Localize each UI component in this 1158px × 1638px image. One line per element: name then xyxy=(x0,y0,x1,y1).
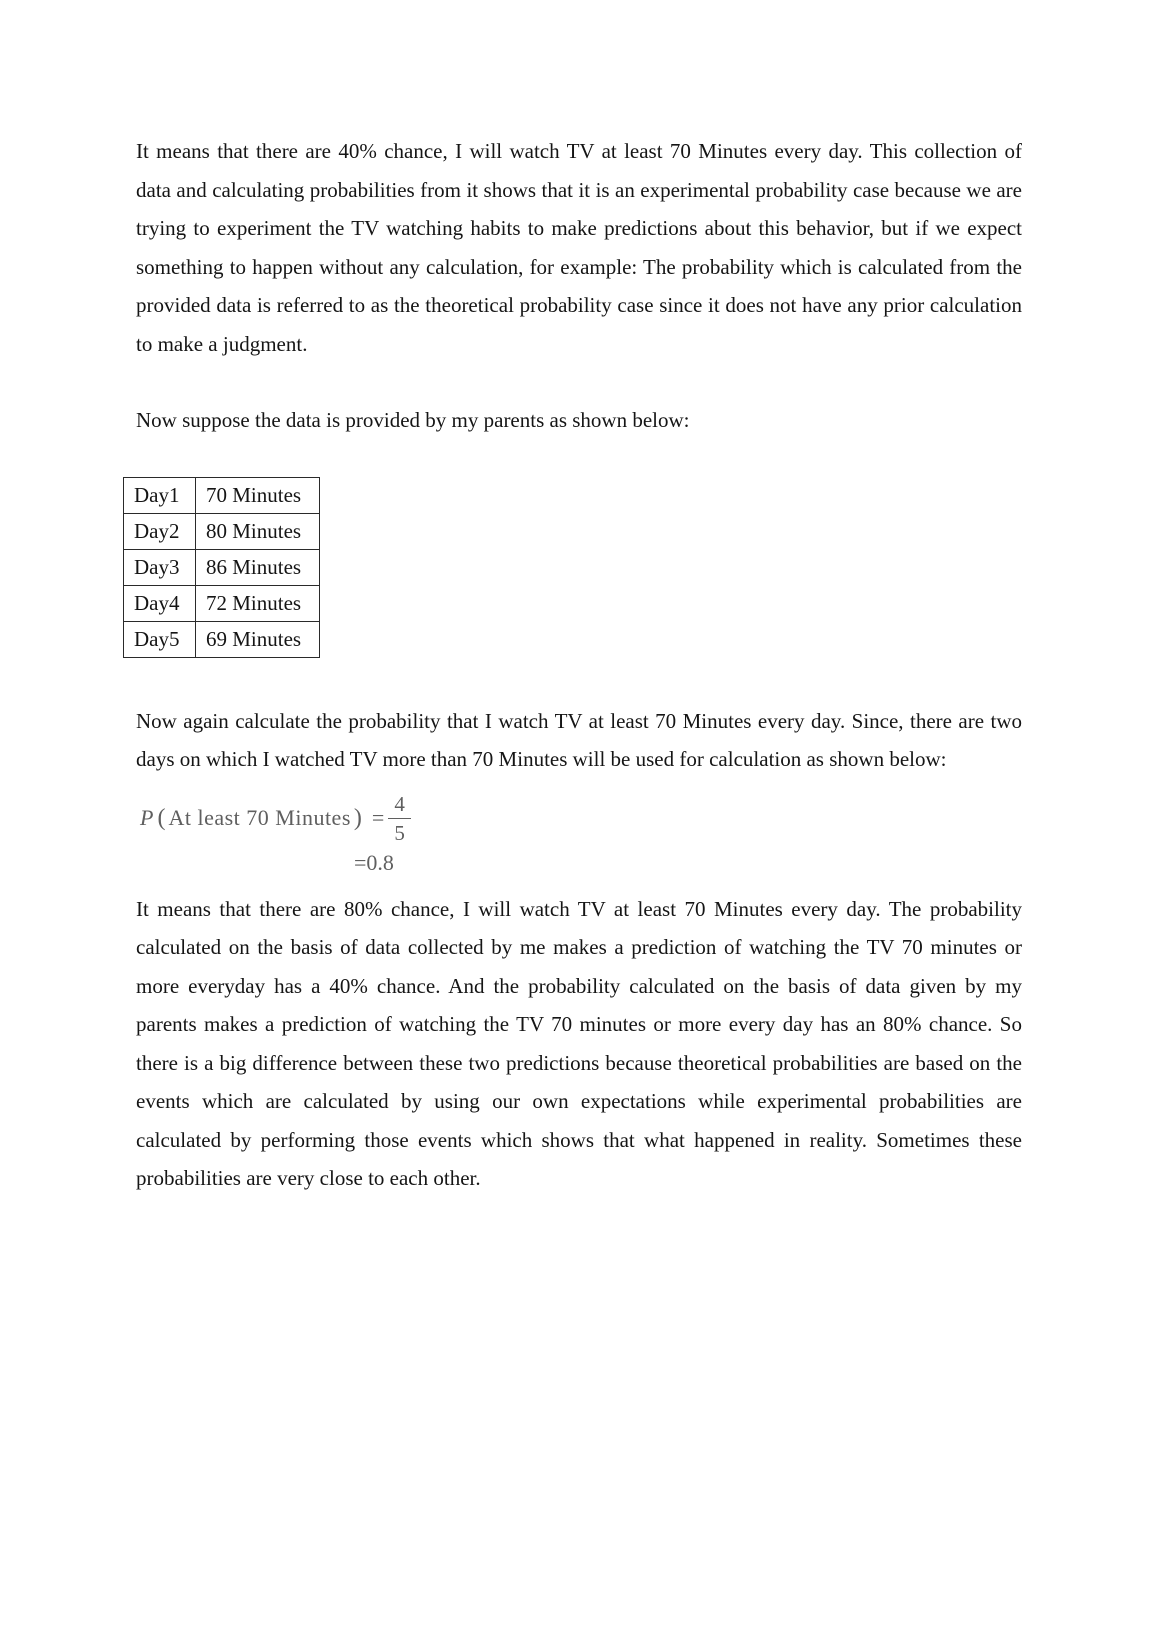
day-cell: Day2 xyxy=(124,513,196,549)
paragraph-experimental-probability: It means that there are 40% chance, I will watch TV at least 70 Minutes every day. This collection of data and calculating probabilities from it shows that it is an experimental probability case because we are trying to experiment the TV watching habits to make predictions about this behavior, but if we expect something to happen without any calculation, for example: The probability which is calculated from the provided data is referred to as the theoretical probability case since it does not have any prior calculation to make a judgment. xyxy=(136,139,1022,356)
fraction-denominator: 5 xyxy=(394,820,405,845)
day-cell: Day5 xyxy=(124,621,196,657)
formula-result: =0.8 xyxy=(354,849,394,875)
table-row xyxy=(124,513,320,549)
table-row xyxy=(124,585,320,621)
paragraph-conclusion: It means that there are 80% chance, I will watch TV at least 70 Minutes every day. The probability calculated on the basis of data collected by me makes a prediction of watching the TV 70 minutes or more everyday has a 40% chance. And the probability calculated on the basis of data given by my parents makes a prediction of watching the TV 70 minutes or more every day has an 80% chance. So there is a big difference between these two predictions because theoretical probabilities are based on the events which are calculated by using our own expectations while experimental probabilities are calculated by performing those events which shows that what happened in reality. Sometimes these probabilities are very close to each other. xyxy=(136,896,1022,1190)
formula-argument: At least 70 Minutes xyxy=(168,805,351,830)
fraction xyxy=(388,791,411,846)
table-row xyxy=(124,549,320,585)
table-row xyxy=(124,477,320,513)
fraction-numerator: 4 xyxy=(388,791,411,819)
formula-p-symbol: P xyxy=(140,805,154,830)
day-cell: Day4 xyxy=(124,585,196,621)
minutes-cell: 69 Minutes xyxy=(196,621,320,657)
formula-close-paren: ) xyxy=(353,804,362,831)
minutes-cell: 86 Minutes xyxy=(196,549,320,585)
formula-equals-sign: = xyxy=(371,805,385,830)
probability-formula xyxy=(140,791,1022,876)
table-row xyxy=(124,621,320,657)
formula-line-1 xyxy=(140,791,1022,846)
minutes-cell: 72 Minutes xyxy=(196,585,320,621)
formula-open-paren: ( xyxy=(157,804,166,831)
minutes-cell: 70 Minutes xyxy=(196,477,320,513)
minutes-cell: 80 Minutes xyxy=(196,513,320,549)
tv-minutes-table xyxy=(123,477,320,658)
paragraph-recalculate: Now again calculate the probability that I watch TV at least 70 Minutes every day. Since, there are two days on which I watched TV more than 70 Minutes will be used for calculation as shown below: xyxy=(136,708,1022,771)
paragraph-parents-data-intro: Now suppose the data is provided by my parents as shown below: xyxy=(136,408,690,432)
day-cell: Day3 xyxy=(124,549,196,585)
day-cell: Day1 xyxy=(124,477,196,513)
